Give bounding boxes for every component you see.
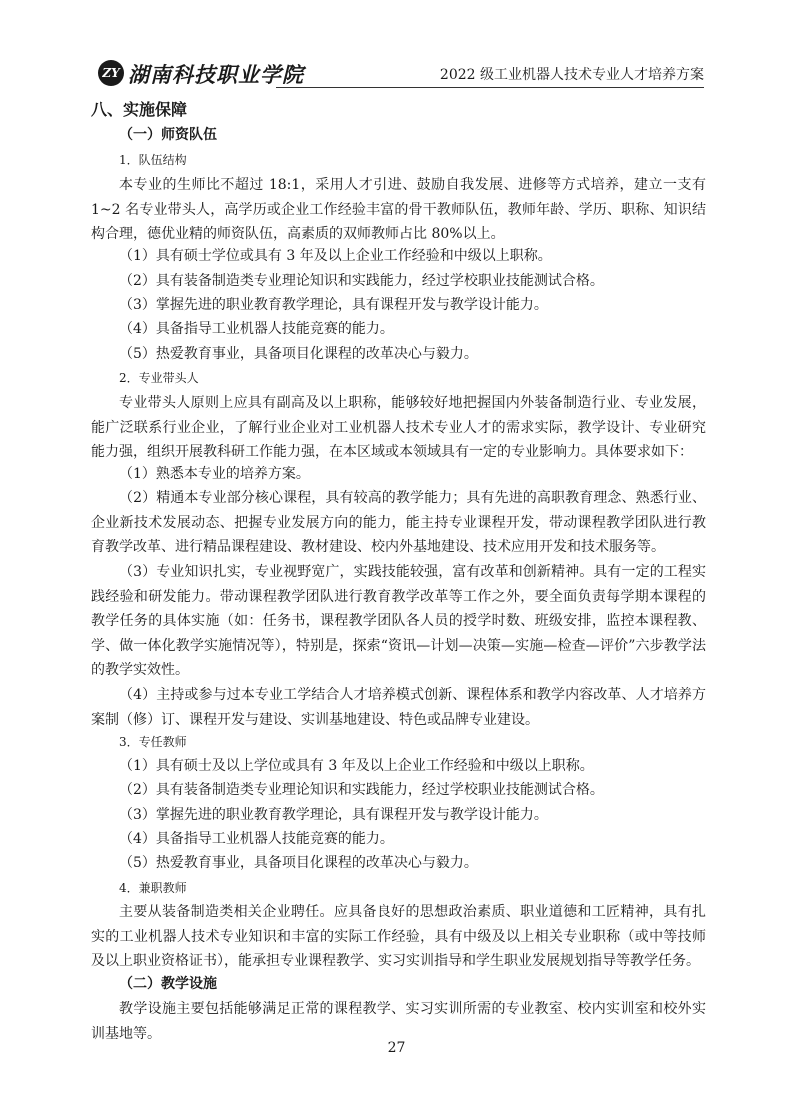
list-item: （1）具有硕士及以上学位或具有 3 年及以上企业工作经验和中级以上职称。 [119, 758, 594, 774]
list-item: （3）专业知识扎实，专业视野宽广，实践技能较强，富有改革和创新精神。具有一定的工程实践经验和研发能力。带动课程教学团队进行教育教学改革等工作之外，要全面负责每学期本课程的教学任务的具体实施（如：任务书，课程教学团队各人员的授学时数、班级安排，监控本课程教、学、做一体化教学实施情况等），特别是，探索“资讯—计划—决策—实施—检查—评价”六步教学法的教学实效性。 [91, 564, 706, 678]
heading-part-time-teachers: 4．兼职教师 [119, 881, 187, 895]
paragraph-team-structure: 本专业的生师比不超过 18:1，采用人才引进、鼓励自我发展、进修等方式培养，建立一支有 1~2 名专业带头人，高学历或企业工作经验丰富的骨干教师队伍，教师年龄、学历、职称、知识结构合理，德优业精的师资队伍，高素质的双师教师占比 80%以上。 [91, 177, 706, 242]
list-item: （4）具备指导工业机器人技能竞赛的能力。 [119, 831, 394, 847]
college-logo-text: 湖南科技职业学院 [128, 62, 304, 87]
header-divider [276, 87, 704, 88]
subsection-heading-facilities: （二）教学设施 [119, 976, 217, 992]
college-seal-icon: ZY [98, 60, 124, 86]
list-item: （2）具有装备制造类专业理论知识和实践能力，经过学校职业技能测试合格。 [119, 273, 604, 289]
heading-full-time-teachers: 3．专任教师 [119, 735, 187, 749]
list-item: （2）精通本专业部分核心课程，具有较高的教学能力；具有先进的高职教育理念、熟悉行业、企业新技术发展动态、把握专业发展方向的能力，能主持专业课程开发，带动课程教学团队进行教育教学改革、进行精品课程建设、教材建设、校内外基地建设、技术应用开发和技术服务等。 [91, 490, 706, 555]
heading-lead-teacher: 2．专业带头人 [119, 371, 199, 385]
subsection-heading-faculty: （一）师资队伍 [119, 127, 217, 143]
paragraph-facilities: 教学设施主要包括能够满足正常的课程教学、实习实训所需的专业教室、校内实训室和校外实训基地等。 [91, 1001, 706, 1042]
list-item: （1）熟悉本专业的培养方案。 [119, 466, 310, 482]
heading-team-structure: 1．队伍结构 [119, 153, 187, 167]
document-title: 2022 级工业机器人技术专业人才培养方案 [439, 67, 704, 83]
page-header [98, 56, 704, 88]
paragraph-part-time-teachers: 主要从装备制造类相关企业聘任。应具备良好的思想政治素质、职业道德和工匠精神，具有扎实的工业机器人技术专业知识和丰富的实际工作经验，具有中级及以上相关专业职称（或中等技师及以上职业资格证书），能承担专业课程教学、实习实训指导和学生职业发展规划指导等教学任务。 [91, 904, 706, 969]
page-number: 27 [387, 1040, 406, 1056]
list-item: （4）具备指导工业机器人技能竞赛的能力。 [119, 321, 394, 337]
section-heading: 八、实施保障 [91, 100, 188, 119]
list-item: （5）热爱教育事业，具备项目化课程的改革决心与毅力。 [119, 855, 478, 871]
list-item: （3）掌握先进的职业教育教学理论，具有课程开发与教学设计能力。 [119, 297, 548, 313]
paragraph-lead-teacher: 专业带头人原则上应具有副高及以上职称，能够较好地把握国内外装备制造行业、专业发展，能广泛联系行业企业，了解行业企业对工业机器人技术专业人才的需求实际，教学设计、专业研究能力强，组织开展教科研工作能力强，在本区域或本领域具有一定的专业影响力。具体要求如下： [91, 395, 706, 460]
list-item: （4）主持或参与过本专业工学结合人才培养模式创新、课程体系和教学内容改革、人才培养方案制（修）订、课程开发与建设、实训基地建设、特色或品牌专业建设。 [91, 687, 706, 728]
list-item: （1）具有硕士学位或具有 3 年及以上企业工作经验和中级以上职称。 [119, 248, 552, 264]
list-item: （5）热爱教育事业，具备项目化课程的改革决心与毅力。 [119, 346, 478, 362]
list-item: （2）具有装备制造类专业理论知识和实践能力，经过学校职业技能测试合格。 [119, 782, 604, 798]
list-item: （3）掌握先进的职业教育教学理论，具有课程开发与教学设计能力。 [119, 807, 548, 823]
